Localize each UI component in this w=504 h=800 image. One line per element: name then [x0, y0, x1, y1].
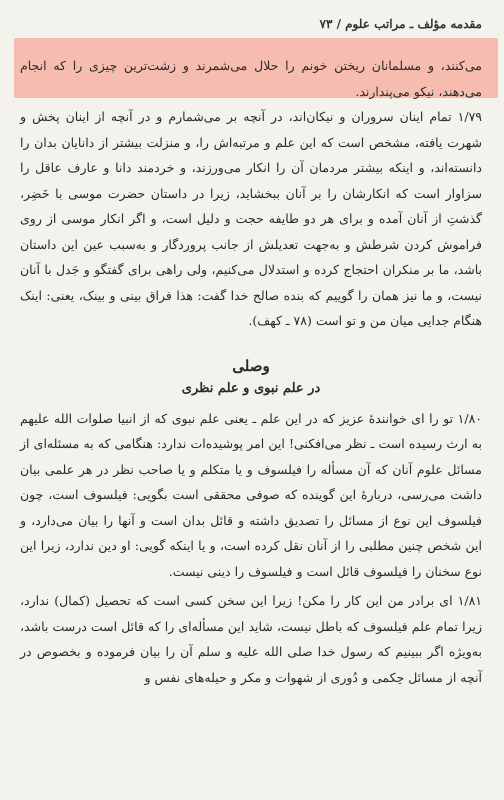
running-header: مقدمه مؤلف ـ مراتب علوم / ۷۳	[319, 17, 482, 31]
paragraph-1-81: ۱/۸۱ ای برادر من این کار را مکن! زیرا این سخن کسی است که تحصیل (کمال) ندارد، زیرا تمام علم فیلسوف که باطل نیست، شاید این مسأله‌ای را که قائل است درست باشد، به‌ویژه اگر ببینیم که رسول خدا صلی الله علیه و سلم آن را بیان فرموده و بخصوص در آنچه از مسائل حِکمی و دُوری از شهوات و مکر و حیله‌های نفس و	[20, 593, 482, 685]
page-body	[20, 53, 482, 690]
paragraph-1-79: ۱/۷۹ تمام اینان سروران و نیکان‌اند، در آنچه بر می‌شمارم و در آنچه از اینان پخش و شهرت یافته، مشخص است که این علم و مرتبه‌اش را، و منزلت بیشتر از دانایان بدان را دانسته‌اند، و اینکه بیشتر مردمان آن را انکار می‌ورزند، و خردمند دانا و عارف عاقل را سزاوار است که انکارشان را بر آنان ببخشاید، زیرا در داستان حضرت موسی با خَضِر، گذشتِ از آنان آمده و برای هر دو طایفه حجت و دلیل است، و اگر انکار موسی از روی فراموش کردن شرطش و به‌جهت تعدیلش از جانب پروردگار و به‌سبب عین این داستان باشد، ما بر منکران احتجاج کرده و استدلال می‌کنیم، ولی راهی برای گفتگو و جَدل با آنان نیست، و ما نیز همان را گوییم که بنده صالح خدا گفت: هذا فراق بینی و بینک، یعنی: اینک هنگام جدایی میان من و تو است (۷۸ ـ کهف).	[20, 109, 482, 328]
section-subtitle: در علم نبوی و علم نظری	[181, 380, 321, 396]
paragraph-1-80: ۱/۸۰ تو را ای خوانندهٔ عزیز که در این علم ـ یعنی علم نبوی که از انبیا صلوات الله علیهم به ارث رسیده است ـ نظر می‌افکنی! این امر پوشیده‌ات ندارد: هنگامی که به مسئله‌ای از مسائل علوم آنان که آن مسأله را فیلسوف و یا متکلم و یا صاحب نظر در هر علمی بیان داشت می‌رسی، دربارهٔ این گوینده که صوفی محققی است بگویی: فیلسوف است، چون فیلسوف این نوع از مسائل را تصدیق داشته و قائل بدان است و آنها را بیان می‌دارد، و این شخص چنین مطلبی را از آنان نقل کرده است، و یا اینکه گویی: او دین ندارد، زیرا این نوع سخنان را فیلسوف قائل است و فیلسوف را دینی نیست.	[20, 410, 482, 579]
paragraph-highlighted: می‌کنند، و مسلمانان ریختن خونم را حلال می‌شمرند و زشت‌ترین چیزی را که انجام می‌دهند، نیکو می‌پندارند.	[20, 58, 482, 99]
section-title: وصلی	[232, 356, 270, 375]
